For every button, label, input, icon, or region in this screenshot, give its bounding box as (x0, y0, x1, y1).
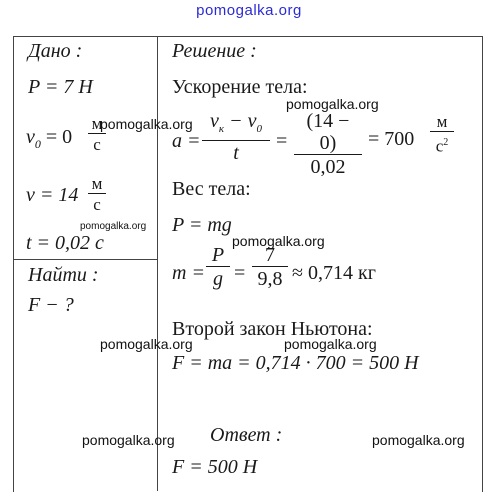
given-p: P = 7 Н (28, 76, 93, 98)
mass-fraction-1: $\frac{P}{g}$ (206, 244, 230, 291)
accel-unit: м $с^2$ (430, 112, 454, 157)
accel-result: = 700 (368, 128, 415, 150)
accel-lhs: a = (172, 130, 201, 152)
weight-formula: P = mg (172, 214, 232, 236)
column-divider (157, 36, 158, 491)
watermark: pomogalka.org (82, 432, 175, 448)
accel-eq2: = (276, 130, 288, 152)
newton-label: Второй закон Ньютона: (172, 318, 373, 340)
given-v0-unit: м с (88, 114, 106, 155)
given-t: t = 0,02 с (26, 232, 104, 254)
accel-label: Ускорение тела: (172, 76, 308, 98)
watermark: pomogalka.org (372, 432, 465, 448)
given-v-unit: м с (88, 174, 106, 215)
watermark: pomogalka.org (100, 336, 193, 352)
watermark: pomogalka.org (284, 336, 377, 352)
row-divider (13, 259, 157, 260)
given-heading: Дано : (28, 40, 83, 62)
answer-value: F = 500 Н (172, 456, 258, 478)
accel-fraction-2: $\frac{(14 - 0)}{0,02}$ (294, 110, 362, 179)
mass-result: ≈ 0,714 кг (292, 262, 376, 284)
watermark: pomogalka.org (286, 96, 379, 112)
mass-lhs: m = (172, 262, 205, 284)
given-v: v = 14 (26, 184, 79, 206)
newton-formula: F = ma = 0,714 · 700 = 500 Н (172, 352, 419, 374)
mass-eq2: = (234, 262, 246, 284)
mass-fraction-2: $\frac{7}{9,8}$ (252, 244, 288, 291)
solution-heading: Решение : (172, 40, 257, 62)
site-title[interactable]: pomogalka.org (196, 2, 302, 19)
find-heading: Найти : (28, 264, 99, 286)
given-v0: $v_0 = 0$ (26, 126, 73, 151)
accel-fraction-1: $v_к - v_0$ t (202, 110, 270, 165)
watermark: pomogalka.org (80, 221, 147, 232)
answer-label: Ответ : (210, 424, 283, 446)
weight-label: Вес тела: (172, 178, 251, 200)
find-item: F − ? (28, 294, 74, 316)
watermark: pomogalka.org (232, 233, 325, 249)
watermark: pomogalka.org (100, 116, 193, 132)
